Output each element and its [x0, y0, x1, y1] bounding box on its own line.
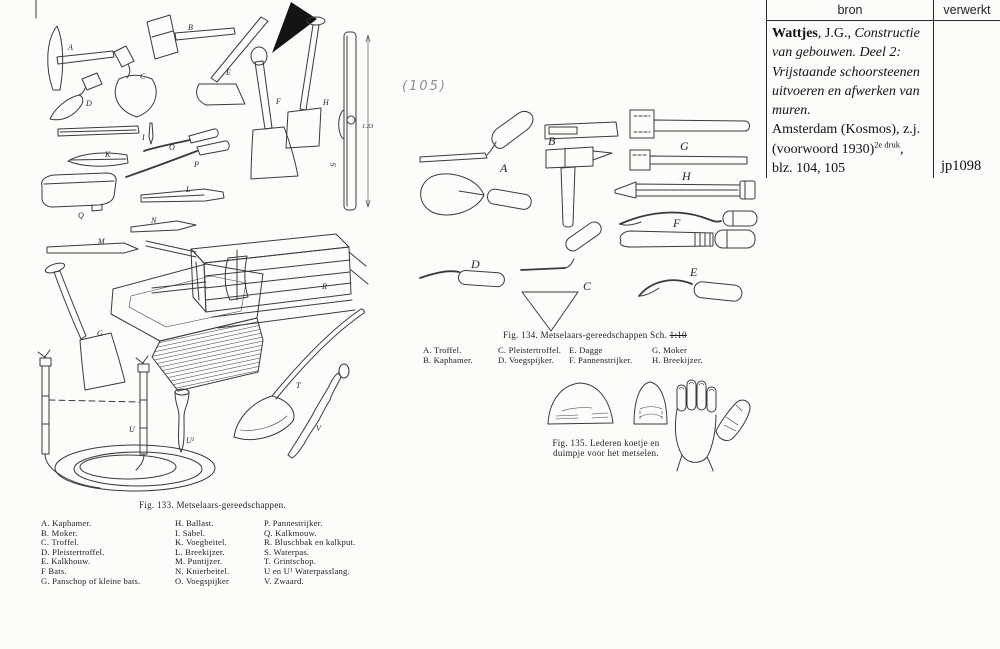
citation-line [772, 82, 932, 101]
legend-item: F. Pannenstrijker. [569, 355, 633, 366]
table-header-verwerkt: verwerkt [934, 0, 1000, 21]
fig135-caption-line1: Fig. 135. Lederen koetje en [552, 438, 660, 448]
fig134-caption-scale-struck: 1:10 [669, 330, 687, 340]
citation-fragment: Constructie [854, 26, 920, 41]
citation-fragment: , [900, 141, 904, 157]
tool-label-E: E [226, 68, 231, 77]
legend-item: S. Waterpas. [264, 546, 310, 557]
tool-label-A: A [68, 43, 73, 52]
legend-item: E. Kalkhouw. [41, 556, 91, 567]
legend-item: A. Troffel. [423, 345, 462, 355]
tool-label-D: D [471, 257, 480, 271]
tool-label-K: K [105, 150, 111, 159]
tool-label-H: H [682, 169, 691, 183]
citation-line [772, 24, 932, 43]
legend-item: N. Knierbeitel. [175, 565, 230, 576]
tool-label-P: P [194, 160, 199, 169]
legend-item: Q. Kalkmouw. [264, 527, 317, 538]
citation-fragment: Vrijstaande schoorsteenen [772, 64, 920, 80]
tool-label-M: M [98, 237, 105, 246]
citation-line [772, 120, 932, 139]
tool-label-C: C [583, 279, 592, 293]
tool-label-V: V [316, 424, 321, 433]
fig134-legend [423, 345, 753, 366]
table-header-bron: bron [766, 0, 934, 21]
reference-table [766, 0, 1000, 177]
legend-item: P. Pannestrijker. [264, 518, 323, 528]
legend-item: G. Panschop of kleine bats. [41, 575, 141, 586]
tool-label-G: G [97, 329, 103, 338]
citation-fragment: blz. 104, 105 [772, 161, 846, 177]
legend-item: G. Moker [652, 345, 688, 355]
fig133-illustration [0, 0, 390, 500]
source-citation [766, 21, 934, 178]
tool-label-A: A [500, 161, 508, 175]
citation-line [772, 43, 932, 62]
citation-fragment: Amsterdam (Kosmos), z.j. [772, 122, 921, 138]
citation-fragment: uitvoeren en afwerken van [772, 83, 920, 99]
legend-item: D. Pleistertroffel. [41, 546, 105, 557]
tool-label-F: F [276, 97, 281, 106]
tool-label-U¹: U¹ [186, 436, 195, 445]
tool-label-T: T [296, 381, 301, 390]
citation-fragment: Wattjes [772, 26, 818, 41]
legend-item: O. Voegspijker [175, 575, 230, 586]
fig134-caption [445, 330, 745, 340]
legend-item: V. Zwaard. [264, 575, 304, 586]
tool-label-B: B [548, 134, 556, 148]
tool-label-C: C [140, 72, 146, 81]
tool-label-Q: Q [78, 211, 84, 220]
fig133-legend [41, 519, 381, 586]
legend-item: I. Sabel. [175, 527, 206, 538]
tool-label-D: D [86, 99, 92, 108]
fig134-caption-text: Fig. 134. Metselaars-gereedschappen Sch. [503, 330, 670, 340]
verwerkt-code: jp1098 [941, 158, 982, 175]
tool-label-S: S [329, 163, 338, 167]
legend-item: R. Bluschbak en kalkput. [264, 537, 356, 548]
legend-item: E. Dagge [569, 345, 603, 355]
tool-label-N: N [151, 216, 157, 225]
legend-item: M. Puntijzer. [175, 556, 223, 567]
tool-label-B: B [188, 23, 193, 32]
citation-fragment: 2e druk [874, 139, 900, 150]
citation-fragment: muren. [772, 103, 811, 119]
citation-fragment: , J.G., [817, 26, 855, 41]
tool-label-U: U [129, 425, 135, 434]
citation-line [772, 140, 932, 159]
tool-label-H: H [323, 98, 329, 107]
tool-label-O: O [169, 143, 175, 152]
legend-item: C. Troffel. [41, 537, 80, 548]
citation-fragment: van gebouwen. Deel 2: [772, 45, 902, 61]
legend-item: H. Breekijzer. [652, 355, 703, 366]
citation-line [772, 101, 932, 120]
tool-label-F: F [673, 216, 681, 230]
legend-column [175, 519, 264, 586]
tool-label-E: E [690, 265, 698, 279]
legend-item: T. Grintschop. [264, 556, 317, 567]
legend-column [264, 519, 355, 586]
tool-label-G: G [680, 139, 689, 153]
legend-item: B. Moker. [41, 527, 78, 538]
fig135-caption [540, 438, 672, 458]
fig134-illustration [415, 100, 760, 335]
citation-line [772, 159, 932, 178]
legend-item: F Bats. [41, 565, 67, 576]
tool-label-1.33: 1.33 [362, 123, 374, 130]
legend-item: L. Breekijzer. [175, 546, 225, 557]
tool-label-L: L [186, 185, 191, 194]
legend-column [41, 519, 175, 586]
tool-label-I: I [142, 133, 145, 142]
citation-fragment: (voorwoord 1930) [772, 141, 875, 157]
legend-item: D. Voegspijker. [498, 355, 554, 366]
legend-item: B. Kaphamer. [423, 355, 473, 366]
fig133-caption: Fig. 133. Metselaars-gereedschappen. [138, 500, 286, 510]
legend-item: H. Ballast. [175, 518, 214, 528]
legend-item: C. Pleistertroffel. [498, 345, 562, 355]
fig135-caption-line2: duimpje voor het metselen. [553, 448, 659, 458]
tool-label-R: R [322, 282, 327, 291]
legend-item: K. Voegbeitel. [175, 537, 227, 548]
legend-item: U en U¹ Waterpasslang. [264, 565, 350, 576]
citation-line [772, 63, 932, 82]
fig135-illustration [540, 375, 760, 475]
legend-item: A. Kaphamer. [41, 518, 92, 528]
handwritten-page-note: (105) [402, 79, 447, 94]
